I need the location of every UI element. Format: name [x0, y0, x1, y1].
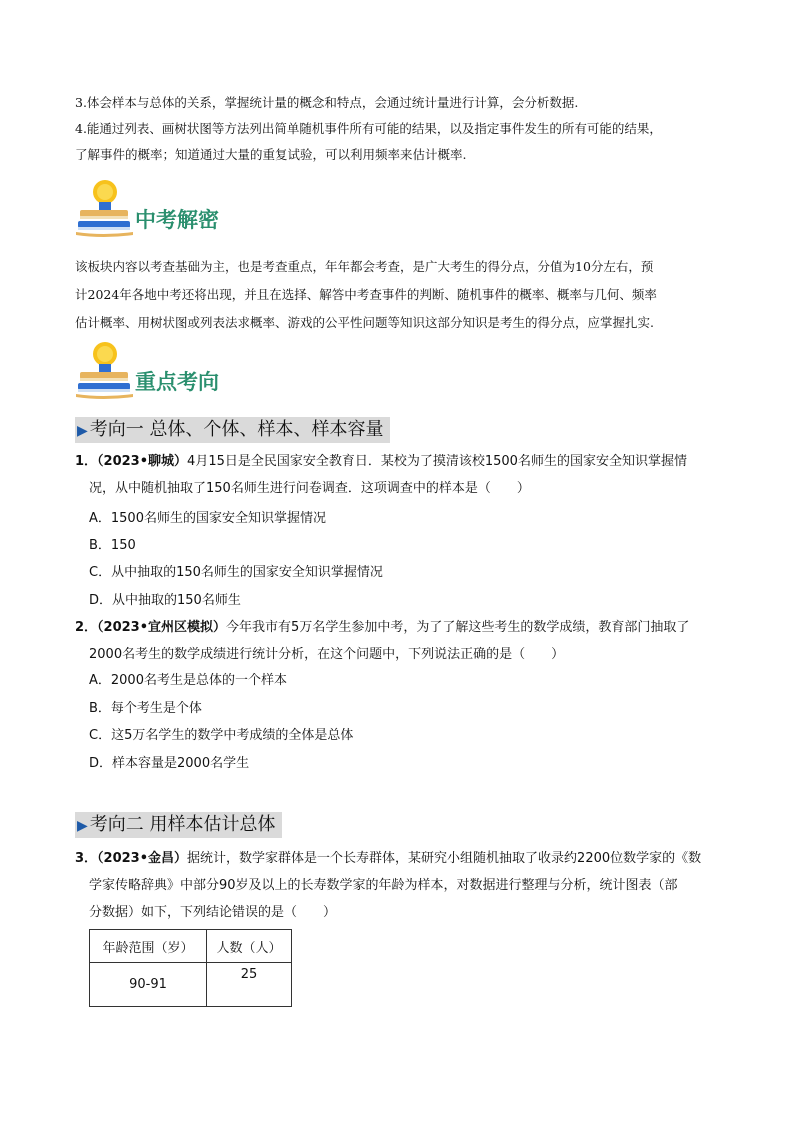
question-3-text-line-1: 据统计，数学家群体是一个长寿群体，某研究小组随机抽取了收录约2200位数学家的《数 — [187, 851, 702, 866]
age-range-table — [89, 929, 292, 1007]
play-triangle-icon: ▶ — [77, 818, 88, 834]
question-2-text-line-1: 今年我市有5万名学生参加中考，为了了解这些考生的数学成绩，教育部门抽取了 — [226, 620, 690, 635]
intro-line-4a: 4.能通过列表、画树状图等方法列出简单随机事件所有可能的结果，以及指定事件发生的所有可能的结果， — [75, 121, 662, 136]
question-1-text-line-1: 4月15日是全民国家安全教育日．某校为了摸清该校1500名师生的国家安全知识掌握情 — [187, 454, 687, 469]
question-3 — [75, 845, 725, 926]
question-2-option-d: D．样本容量是2000名学生 — [89, 756, 250, 771]
table-header-row — [90, 930, 292, 963]
question-3-text-line-3: 分数据）如下，下列结论错误的是（ ） — [89, 905, 337, 920]
table-row — [90, 963, 292, 1007]
intro-line-3: 3.体会样本与总体的关系，掌握统计量的概念和特点，会通过统计量进行计算，会分析数据. — [75, 95, 579, 110]
question-1-option-b: B．150 — [89, 538, 136, 553]
topic-2-bar — [75, 812, 282, 838]
section-1-para-line-3: 估计概率、用树状图或列表法求概率、游戏的公平性问题等知识这部分知识是考生的得分点，应掌握扎实. — [75, 315, 654, 330]
question-1-source: （2023•聊城） — [97, 454, 188, 469]
section-1-para-line-1: 该板块内容以考查基础为主，也是考查重点，年年都会考查，是广大考生的得分点，分值为10分左右，预 — [75, 259, 654, 274]
table-cell-count: 25 — [207, 963, 292, 1007]
question-1 — [75, 448, 725, 502]
question-2-option-b: B．每个考生是个体 — [89, 701, 202, 716]
question-3-source: （2023•金昌） — [97, 851, 188, 866]
question-2-text-line-2: 2000名考生的数学成绩进行统计分析，在这个问题中，下列说法正确的是（ ） — [89, 647, 565, 662]
question-2-option-c: C．这5万名学生的数学中考成绩的全体是总体 — [89, 728, 354, 743]
section-header-exam-decode — [75, 178, 375, 240]
section-title-exam-decode: 中考解密 — [135, 208, 219, 232]
question-2-source: （2023•宜州区模拟） — [97, 620, 227, 635]
table-cell-age-range: 90-91 — [90, 963, 207, 1007]
question-1-option-c: C．从中抽取的150名师生的国家安全知识掌握情况 — [89, 565, 383, 580]
question-3-text-line-2: 学家传略辞典》中部分90岁及以上的长寿数学家的年龄为样本，对数据进行整理与分析，统计图表（部 — [89, 878, 678, 893]
question-1-text-line-2: 况，从中随机抽取了150名师生进行问卷调查．这项调查中的样本是（ ） — [89, 481, 530, 496]
section-1-paragraph — [75, 253, 730, 337]
section-header-key-topics — [75, 340, 375, 402]
question-2-option-a: A．2000名考生是总体的一个样本 — [89, 673, 287, 688]
section-1-para-line-2: 计2024年各地中考还将出现，并且在选择、解答中考查事件的判断、随机事件的概率、概率与几何、频率 — [75, 287, 657, 302]
section-title-key-topics: 重点考向 — [135, 370, 219, 394]
question-1-option-a: A．1500名师生的国家安全知识掌握情况 — [89, 511, 326, 526]
intro-line-4b: 了解事件的概率；知道通过大量的重复试验，可以利用频率来估计概率. — [75, 147, 467, 162]
question-1-number: 1． — [75, 454, 98, 469]
question-2-number: 2． — [75, 620, 98, 635]
topic-1-bar — [75, 417, 390, 443]
play-triangle-icon: ▶ — [77, 423, 88, 439]
lightbulb-books-icon — [75, 340, 137, 402]
question-2 — [75, 614, 725, 668]
question-1-option-d: D．从中抽取的150名师生 — [89, 593, 241, 608]
table-header-count: 人数（人） — [207, 930, 292, 963]
lightbulb-books-icon — [75, 178, 137, 240]
table-header-age-range: 年龄范围（岁） — [90, 930, 207, 963]
topic-2-label: 考向二 用样本估计总体 — [89, 814, 276, 835]
question-3-number: 3． — [75, 851, 98, 866]
topic-1-label: 考向一 总体、个体、样本、样本容量 — [89, 419, 384, 440]
intro-text — [75, 90, 735, 168]
